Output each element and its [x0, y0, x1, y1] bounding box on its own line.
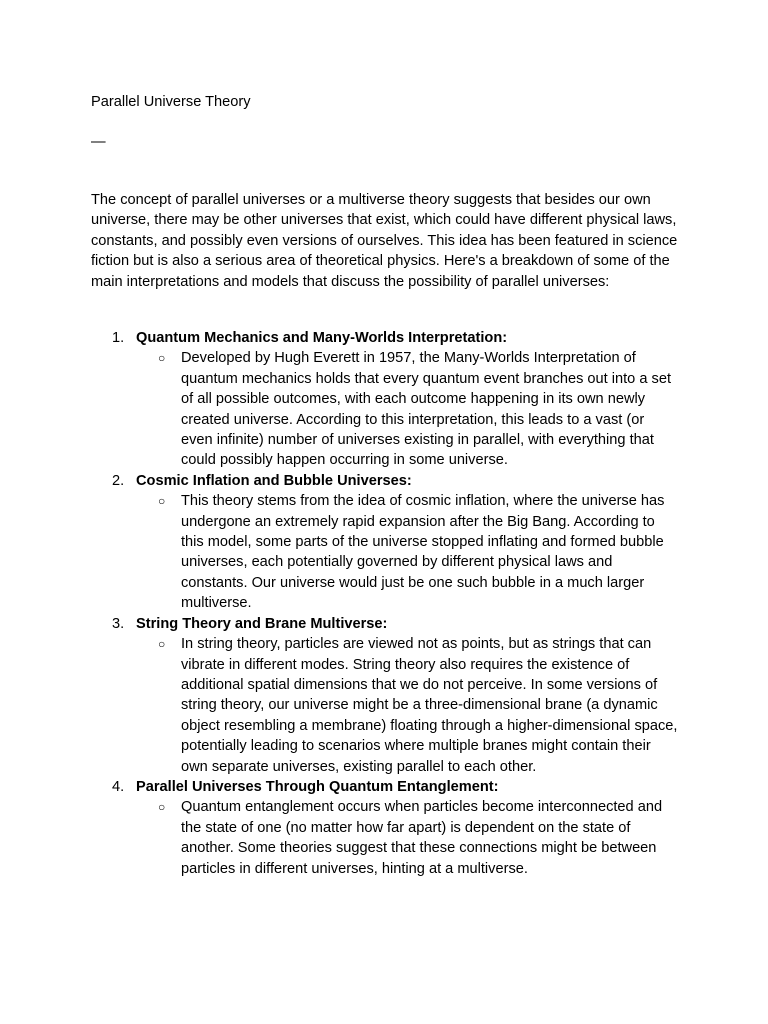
section-item — [91, 777, 691, 879]
hollow-circle-bullet-icon: ○ — [158, 351, 166, 366]
document-title: Parallel Universe Theory — [91, 94, 251, 110]
hollow-circle-bullet-icon: ○ — [158, 494, 166, 509]
section-heading: String Theory and Brane Multiverse: — [136, 615, 388, 632]
section-sublist — [136, 634, 691, 777]
hollow-circle-bullet-icon: ○ — [158, 800, 166, 815]
section-sublist — [136, 348, 691, 470]
sections-list — [91, 328, 691, 879]
section-heading: Quantum Mechanics and Many-Worlds Interpretation: — [136, 330, 508, 346]
section-sublist — [136, 491, 691, 613]
section-number: 3. — [112, 615, 125, 632]
section-item — [91, 614, 691, 777]
section-item — [91, 328, 691, 471]
section-item — [91, 471, 691, 614]
section-body — [136, 634, 679, 777]
section-body-text: Developed by Hugh Everett in 1957, the Many-Worlds Interpretation of quantum mechanics holds that every quantum event branches out into a set of all possible outcomes, with each outcome happening in its own newly created universe. According to this interpretation, this leads to a vast (or even infinite) number of universes existing in parallel, with everything that could possibly happen occurring in some universe. — [181, 350, 671, 469]
intro-paragraph: The concept of parallel universes or a multiverse theory suggests that besides our own universe, there may be other universes that exist, which could have different physical laws, constants, and possibly even versions of ourselves. This idea has been featured in science fiction but is also a serious area of theoretical physics. Here's a breakdown of some of the main interpretations and models that discuss the possibility of parallel universes: — [91, 192, 678, 290]
separator-dash: — — [91, 134, 106, 150]
hollow-circle-bullet-icon: ○ — [158, 637, 166, 652]
section-body-text: Quantum entanglement occurs when particles become interconnected and the state of one (no matter how far apart) is dependent on the state of another. Some theories suggest that these connections might be between particles in different universes, hinting at a multiverse. — [181, 799, 663, 877]
section-body — [136, 348, 679, 470]
section-body — [136, 491, 679, 613]
section-body-text: In string theory, particles are viewed not as points, but as strings that can vibrate in different modes. String theory also requires the existence of additional spatial dimensions that we do not perceive. In some versions of string theory, our universe might be a three-dimensional brane (a dynamic object resembling a membrane) floating through a higher-dimensional space, potentially leading to scenarios where multiple branes might contain their own separate universes, existing parallel to each other. — [181, 636, 678, 775]
section-body — [136, 797, 679, 879]
section-number: 1. — [112, 330, 125, 346]
section-heading: Parallel Universes Through Quantum Entanglement: — [136, 778, 499, 795]
section-number: 2. — [112, 472, 125, 489]
section-heading: Cosmic Inflation and Bubble Universes: — [136, 472, 412, 489]
section-number: 4. — [112, 778, 125, 795]
section-body-text: This theory stems from the idea of cosmic inflation, where the universe has undergone an extremely rapid expansion after the Big Bang. According to this model, some parts of the universe stopped inflating and formed bubble universes, each potentially governed by different physical laws and constants. Our universe would just be one such bubble in a much larger multiverse. — [181, 493, 665, 612]
section-sublist — [136, 797, 691, 879]
